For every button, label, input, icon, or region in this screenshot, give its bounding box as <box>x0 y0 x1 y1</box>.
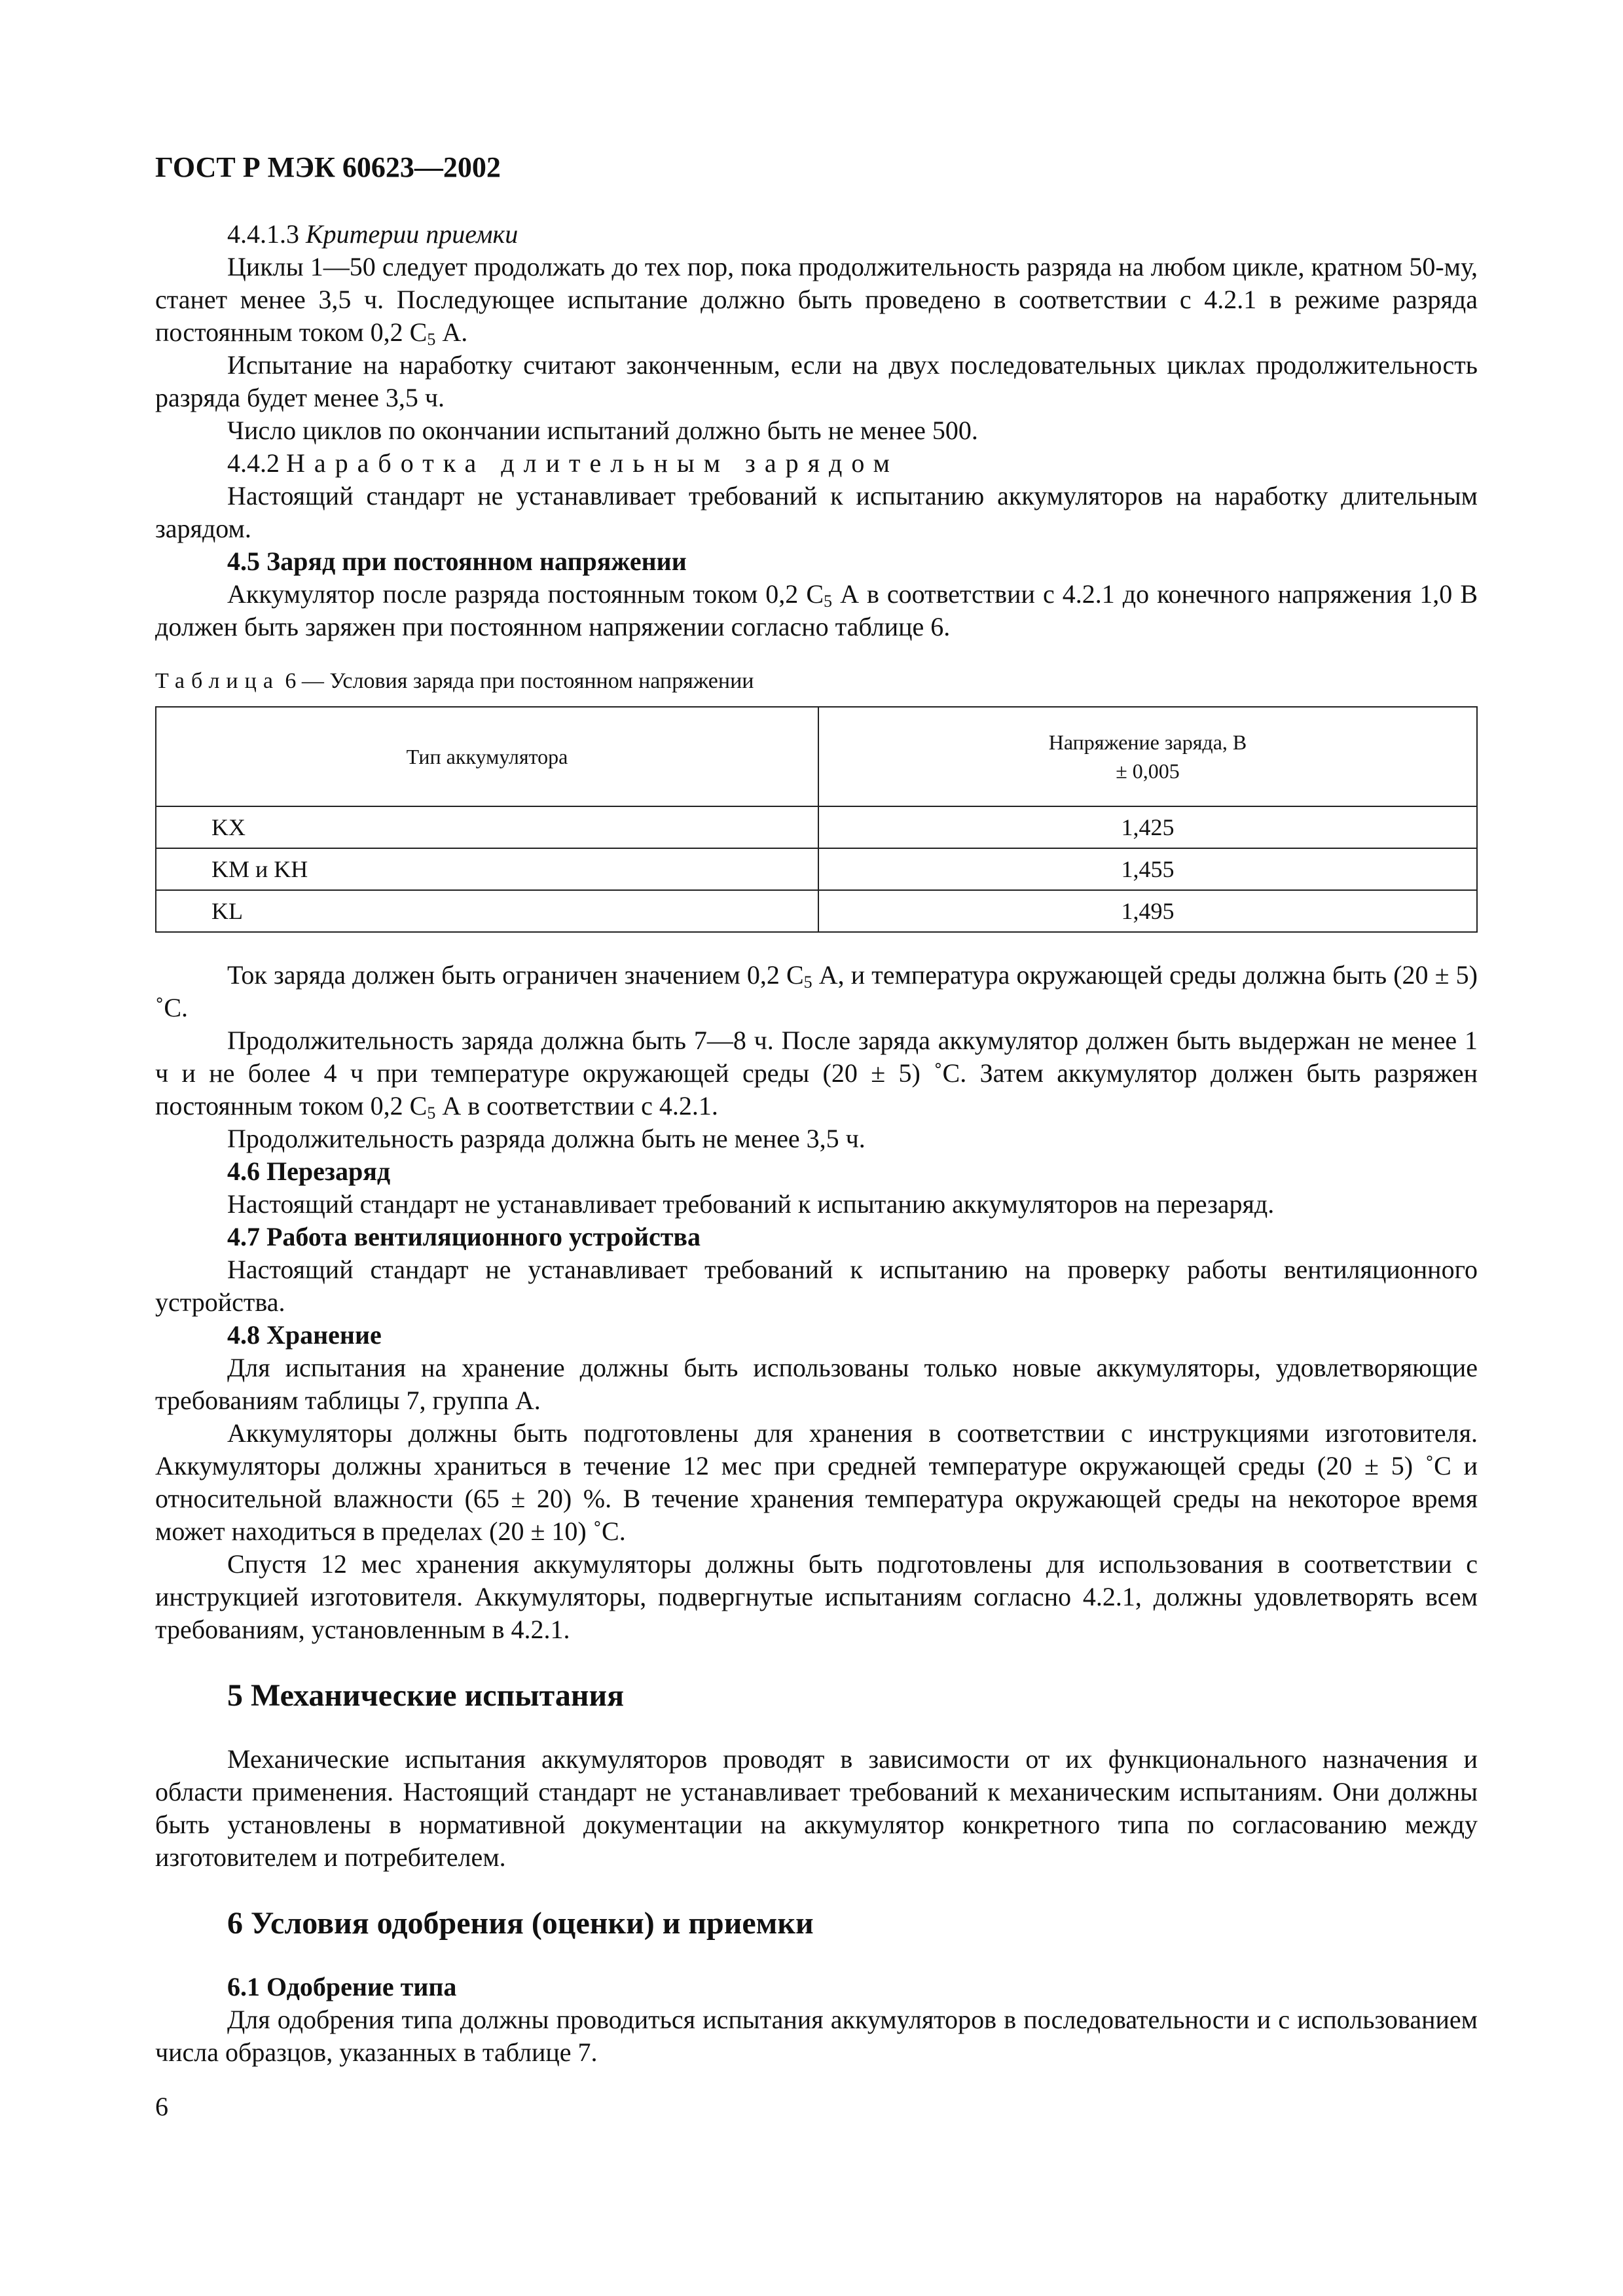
heading-4-4-2: 4.4.2 Наработка длительным зарядом <box>227 448 899 478</box>
table-row <box>156 806 1477 848</box>
paragraph: Спустя 12 мес хранения аккумуляторы должны быть подготовлены для использования в соответствии с инструкцией изготовителя. Аккумуляторы, подвергнутые испытаниям согласно 4.2.1, должны удовлетворять всем требованиям, установленным в 4.2.1. <box>155 1549 1478 1644</box>
document-header: ГОСТ Р МЭК 60623—2002 <box>155 151 501 183</box>
heading-6-1: 6.1 Одобрение типа <box>227 1972 457 2001</box>
paragraph: Продолжительность разряда должна быть не менее 3,5 ч. <box>227 1124 866 1153</box>
cell-voltage: 1,455 <box>818 848 1477 890</box>
cell-voltage: 1,425 <box>818 806 1477 848</box>
heading-4-5: 4.5 Заряд при постоянном напряжении <box>227 547 687 576</box>
paragraph: Для одобрения типа должны проводиться испытания аккумуляторов в последовательности и с использованием числа образцов, указанных в таблице 7. <box>155 2005 1478 2067</box>
paragraph: Ток заряда должен быть ограничен значением 0,2 $C_5$ А, и температура окружающей среды должна быть (20 ± 5) ˚С. <box>155 960 1478 1022</box>
heading-4-4-1-3: 4.4.1.3 Критерии приемки <box>227 219 519 249</box>
paragraph: Циклы 1—50 следует продолжать до тех пор, пока продолжительность разряда на любом цикле, кратном 50-му, станет менее 3,5 ч. Последующее испытание должно быть проведено в соответствии с 4.2.1 в режиме разряда постоянным током 0,2 $C_5$ А. <box>155 252 1478 349</box>
table-row <box>156 848 1477 890</box>
paragraph: Число циклов по окончании испытаний должно быть не менее 500. <box>227 416 978 445</box>
document-page <box>155 151 1478 2069</box>
paragraph: Аккумуляторы должны быть подготовлены для хранения в соответствии с инструкциями изготовителя. Аккумуляторы должны храниться в течение 12 мес при средней температуре окружающей среды (20 ± 5) ˚С и относительной влажности (65 ± 20) %. В течение хранения температура окружающей среды на некоторое время может находиться в пределах (20 ± 10) ˚С. <box>155 1418 1478 1546</box>
column-header-voltage: Напряжение заряда, В ± 0,005 <box>818 707 1477 806</box>
cell-type: KM и KH <box>156 848 818 890</box>
cell-voltage: 1,495 <box>818 890 1477 932</box>
heading-4-7: 4.7 Работа вентиляционного устройства <box>227 1222 701 1251</box>
heading-4-6: 4.6 Перезаряд <box>227 1157 391 1186</box>
paragraph: Настоящий стандарт не устанавливает требований к испытанию аккумуляторов на наработку длительным зарядом. <box>155 481 1478 543</box>
page-number: 6 <box>155 2092 168 2121</box>
section-heading-6: 6 Условия одобрения (оценки) и приемки <box>227 1906 814 1941</box>
section-heading-5: 5 Механические испытания <box>227 1678 625 1713</box>
heading-4-8: 4.8 Хранение <box>227 1320 382 1350</box>
paragraph: Аккумулятор после разряда постоянным током 0,2 $C_5$ А в соответствии с 4.2.1 до конечного напряжения 1,0 В должен быть заряжен при постоянном напряжении согласно таблице 6. <box>155 579 1478 641</box>
table-row <box>156 890 1477 932</box>
table-header-row <box>156 707 1477 806</box>
paragraph: Настоящий стандарт не устанавливает требований к испытанию на проверку работы вентиляционного устройства. <box>155 1255 1478 1317</box>
table-6 <box>155 706 1478 933</box>
paragraph: Механические испытания аккумуляторов проводят в зависимости от их функционального назначения и области применения. Настоящий стандарт не устанавливает требований к механическим испытаниям. Они должны быть установлены в нормативной документации на аккумулятор конкретного типа по согласованию между изготовителем и потребителем. <box>155 1744 1478 1872</box>
paragraph: Настоящий стандарт не устанавливает требований к испытанию аккумуляторов на перезаряд. <box>227 1189 1275 1219</box>
cell-type: KL <box>156 890 818 932</box>
table-caption: Таблица 6 — Условия заряда при постоянном напряжении <box>155 669 754 693</box>
column-header-type: Тип аккумулятора <box>156 707 818 806</box>
paragraph: Испытание на наработку считают законченным, если на двух последовательных циклах продолжительность разряда будет менее 3,5 ч. <box>155 350 1478 412</box>
paragraph: Для испытания на хранение должны быть использованы только новые аккумуляторы, удовлетворяющие требованиям таблицы 7, группа А. <box>155 1353 1478 1415</box>
paragraph: Продолжительность заряда должна быть 7—8 ч. После заряда аккумулятор должен быть выдержан не менее 1 ч и не более 4 ч при температуре окружающей среды (20 ± 5) ˚С. Затем аккумулятор должен быть разряжен постоянным током 0,2 $C_5$ А в соответствии с 4.2.1. <box>155 1026 1478 1122</box>
cell-type: KX <box>156 806 818 848</box>
